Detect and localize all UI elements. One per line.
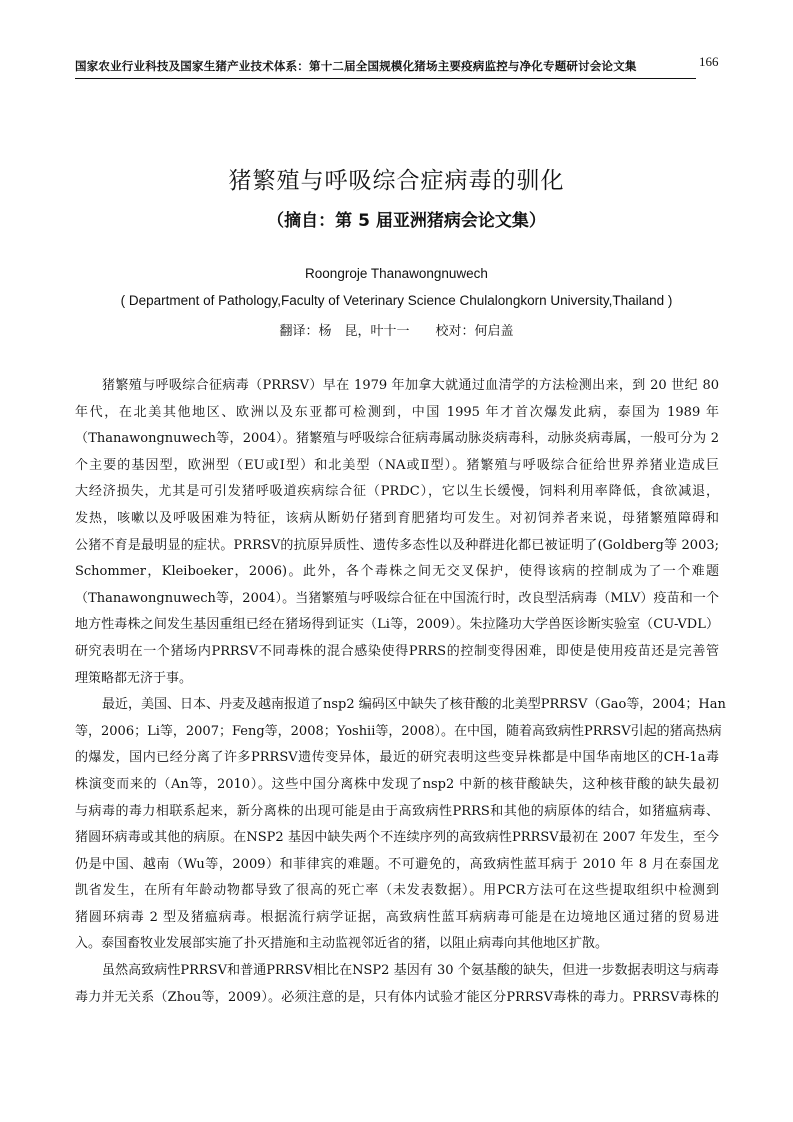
text-line: 虽然高致病性PRRSV和普通PRRSV相比在NSP2 基因有 30 个氨基酸的缺失，但进一步数据表明这与病毒 [102, 963, 719, 979]
author-name: Roongroje Thanawongnuwech [305, 266, 488, 281]
text-line: 研究表明在一个猪场内PRRSV不同毒株的混合感染使得PRRS的控制变得困难，即使是使用疫苗还是完善管 [75, 643, 719, 659]
text-line: （Thanawongnuwech等，2004）。当猪繁殖与呼吸综合征在中国流行时，改良型活病毒（MLV）疫苗和一个 [75, 590, 719, 606]
article-title: 猪繁殖与呼吸综合症病毒的驯化 [228, 168, 565, 194]
text-line: 等，2006；Li等，2007；Feng等，2008；Yoshii等，2008）。在中国，随着高致病性PRRSV引起的猪高热病 [75, 723, 722, 739]
text-line: 年代，在北美其他地区、欧洲以及东亚都可检测到，中国 1995 年才首次爆发此病，泰国为 1989 年 [75, 404, 719, 420]
text-line: Schommer，Kleiboeker，2006)。此外，各个毒株之间无交叉保护，使得该病的控制成为了一个难题 [75, 564, 719, 580]
text-line: 公猪不育是最明显的症状。PRRSV的抗原异质性、遗传多态性以及种群进化都已被证明了(Goldberg等 2003; [75, 537, 719, 553]
translator-credits: 翻译：杨 昆，叶十一 校对：何启盖 [279, 324, 514, 339]
text-line: 发热，咳嗽以及呼吸困难为特征，该病从断奶仔猪到育肥猪均可发生。对初饲养者来说，母猪繁殖障碍和 [75, 510, 719, 526]
text-line: 株演变而来的（An等，2010）。这些中国分离株中发现了nsp2 中新的核苷酸缺失，这种核苷酸的缺失最初 [75, 776, 719, 792]
paragraph-1 [75, 373, 719, 692]
article-subtitle: （摘自：第 5 届亚洲猪病会论文集） [267, 211, 546, 231]
text-line: 大经济损失，尤其是可引发猪呼吸道疾病综合征（PRDC），它以生长缓慢，饲料利用率降低，食欲减退， [75, 484, 719, 500]
header-rule [75, 78, 696, 79]
text-line: 入。泰国畜牧业发展部实施了扑灭措施和主动监视邻近省的猪，以阻止病毒向其他地区扩散。 [75, 936, 609, 952]
text-line: 仍是中国、越南（Wu等，2009）和菲律宾的难题。不可避免的，高致病性蓝耳病于 2010 年 8 月在泰国龙 [75, 856, 719, 872]
text-line: 与病毒的毒力相联系起来，新分离株的出现可能是由于高致病性PRRS和其他的病原体的结合，如猪瘟病毒、 [75, 803, 719, 819]
text-line: 地方性毒株之间发生基因重组已经在猪场得到证实（Li等，2009）。朱拉隆功大学兽医诊断实验室（CU-VDL） [75, 617, 719, 633]
text-line: 个主要的基因型，欧洲型（EU或Ⅰ型）和北美型（NA或Ⅱ型）。猪繁殖与呼吸综合征给世界养猪业造成巨 [75, 457, 719, 473]
paragraph-2 [75, 692, 726, 958]
page-number: 166 [699, 54, 719, 69]
text-line: 理策略都无济于事。 [75, 670, 193, 686]
text-line: 猪圆环病毒或其他的病原。在NSP2 基因中缺失两个不连续序列的高致病性PRRSV最初在 2007 年发生，至今 [75, 830, 719, 846]
text-line: （Thanawongnuwech等，2004）。猪繁殖与呼吸综合征病毒属动脉炎病毒科，动脉炎病毒属，一般可分为 2 [75, 431, 719, 447]
text-line: 猪圆环病毒 2 型及猪瘟病毒。根据流行病学证据，高致病性蓝耳病病毒可能是在边境地区通过猪的贸易进 [75, 909, 719, 925]
text-line: 猪繁殖与呼吸综合征病毒（PRRSV）早在 1979 年加拿大就通过血清学的方法检测出来，到 20 世纪 80 [102, 378, 719, 393]
text-line: 的爆发，国内已经分离了许多PRRSV遗传变异体，最近的研究表明这些变异株都是中国华南地区的CH-1a毒 [75, 750, 719, 766]
running-header: 国家农业行业科技及国家生猪产业技术体系：第十二届全国规模化猪场主要疫病监控与净化专题研讨会论文集 [75, 59, 637, 73]
paragraph-3 [75, 958, 719, 1011]
text-line: 凯省发生，在所有年龄动物都导致了很高的死亡率（未发表数据）。用PCR方法可在这些提取组织中检测到 [75, 883, 719, 899]
author-affiliation: ( Department of Pathology,Faculty of Veterinary Science Chulalongkorn University,Thailand ) [120, 293, 673, 308]
text-line: 毒力并无关系（Zhou等，2009）。必须注意的是，只有体内试验才能区分PRRSV毒株的毒力。PRRSV毒株的 [75, 989, 719, 1005]
text-line: 最近，美国、日本、丹麦及越南报道了nsp2 编码区中缺失了核苷酸的北美型PRRSV（Gao等，2004；Han [102, 697, 726, 713]
article-body [75, 373, 726, 1011]
